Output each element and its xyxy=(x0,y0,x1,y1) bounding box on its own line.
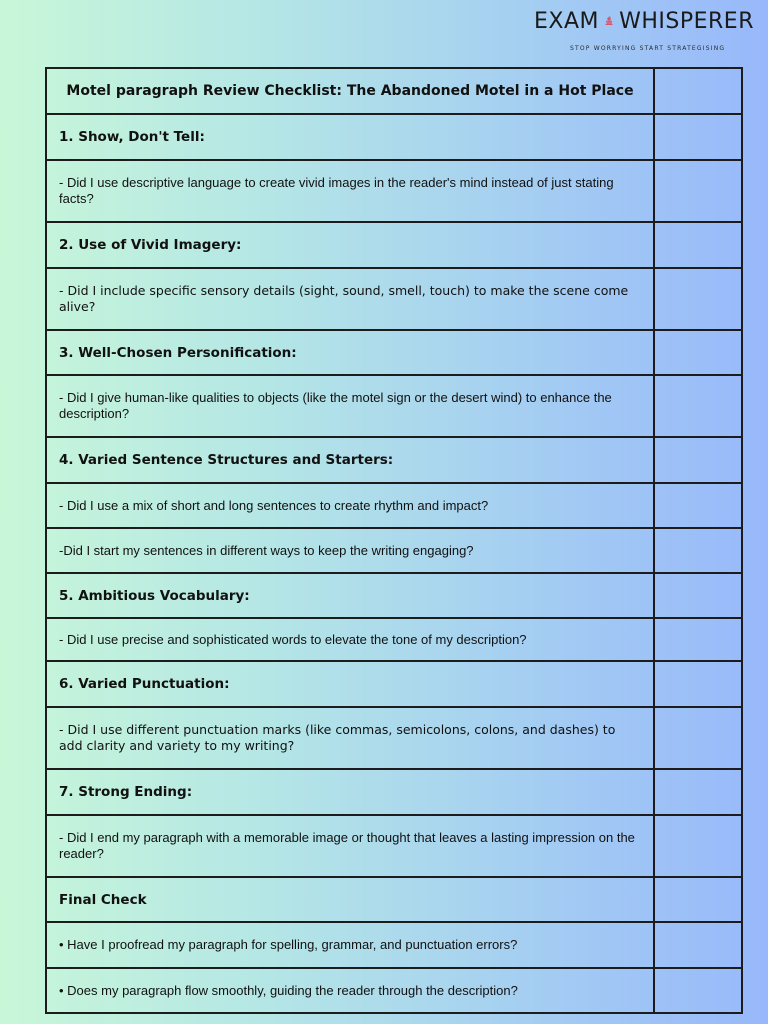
checklist-question: - Did I use different punctuation marks (like commas, semicolons, colons, and dashes) to add clarity and variety to my writing? xyxy=(46,707,654,769)
checklist-checkbox[interactable] xyxy=(654,483,742,528)
checklist-section-row xyxy=(46,573,742,618)
checklist-section-row xyxy=(46,661,742,707)
section-heading: Final Check xyxy=(46,877,654,922)
checklist-question: - Did I give human-like qualities to objects (like the motel sign or the desert wind) to enhance the description? xyxy=(46,375,654,437)
checklist-checkbox[interactable] xyxy=(654,268,742,330)
brand-left-word: EXAM xyxy=(534,8,600,34)
section-heading: 5. Ambitious Vocabulary: xyxy=(46,573,654,618)
checklist-title-checkbox[interactable] xyxy=(654,68,742,114)
checklist-title-row xyxy=(46,68,742,114)
checklist-checkbox[interactable] xyxy=(654,528,742,573)
checklist-checkbox[interactable] xyxy=(654,618,742,661)
checklist-section-row xyxy=(46,222,742,268)
checklist-question: - Did I use a mix of short and long sentences to create rhythm and impact? xyxy=(46,483,654,528)
checklist-checkbox[interactable] xyxy=(654,661,742,707)
brand-tagline: STOP WORRYING START STRATEGISING xyxy=(570,45,726,52)
checklist-checkbox[interactable] xyxy=(654,330,742,375)
checklist-question: - Did I use descriptive language to create vivid images in the reader's mind instead of just stating facts? xyxy=(46,160,654,222)
checklist-question-row xyxy=(46,483,742,528)
checklist-question: -Did I start my sentences in different ways to keep the writing engaging? xyxy=(46,528,654,573)
checklist-question-row xyxy=(46,707,742,769)
apple-on-books-icon xyxy=(605,6,613,36)
checklist-section-row xyxy=(46,769,742,815)
section-heading: 6. Varied Punctuation: xyxy=(46,661,654,707)
checklist-checkbox[interactable] xyxy=(654,114,742,160)
checklist-question-row xyxy=(46,618,742,661)
checklist-question: • Have I proofread my paragraph for spelling, grammar, and punctuation errors? xyxy=(46,922,654,968)
checklist-question: - Did I include specific sensory details (sight, sound, smell, touch) to make the scene come alive? xyxy=(46,268,654,330)
checklist-title: Motel paragraph Review Checklist: The Abandoned Motel in a Hot Place xyxy=(46,68,654,114)
checklist-checkbox[interactable] xyxy=(654,375,742,437)
section-heading: 1. Show, Don't Tell: xyxy=(46,114,654,160)
checklist-question-row xyxy=(46,160,742,222)
checklist-checkbox[interactable] xyxy=(654,769,742,815)
checklist-checkbox[interactable] xyxy=(654,707,742,769)
checklist-section-row xyxy=(46,114,742,160)
checklist-section-row xyxy=(46,330,742,375)
section-heading: 3. Well-Chosen Personification: xyxy=(46,330,654,375)
section-heading: 2. Use of Vivid Imagery: xyxy=(46,222,654,268)
section-heading: 7. Strong Ending: xyxy=(46,769,654,815)
checklist-question-row xyxy=(46,268,742,330)
checklist-checkbox[interactable] xyxy=(654,573,742,618)
checklist-checkbox[interactable] xyxy=(654,922,742,968)
checklist-question-row xyxy=(46,922,742,968)
checklist-question-row xyxy=(46,815,742,877)
brand-right-word: WHISPERER xyxy=(619,8,754,34)
checklist-question-row xyxy=(46,375,742,437)
checklist-question: - Did I end my paragraph with a memorable image or thought that leaves a lasting impression on the reader? xyxy=(46,815,654,877)
checklist-checkbox[interactable] xyxy=(654,877,742,922)
section-heading: 4. Varied Sentence Structures and Starters: xyxy=(46,437,654,483)
checklist-section-row xyxy=(46,877,742,922)
checklist-question: • Does my paragraph flow smoothly, guiding the reader through the description? xyxy=(46,968,654,1013)
checklist-section-row xyxy=(46,437,742,483)
checklist-checkbox[interactable] xyxy=(654,160,742,222)
checklist-checkbox[interactable] xyxy=(654,222,742,268)
checklist-question-row xyxy=(46,968,742,1013)
brand-logo xyxy=(534,6,754,58)
checklist-checkbox[interactable] xyxy=(654,968,742,1013)
checklist-question-row xyxy=(46,528,742,573)
review-checklist-table xyxy=(45,67,743,1014)
checklist-checkbox[interactable] xyxy=(654,437,742,483)
checklist-checkbox[interactable] xyxy=(654,815,742,877)
checklist-question: - Did I use precise and sophisticated words to elevate the tone of my description? xyxy=(46,618,654,661)
